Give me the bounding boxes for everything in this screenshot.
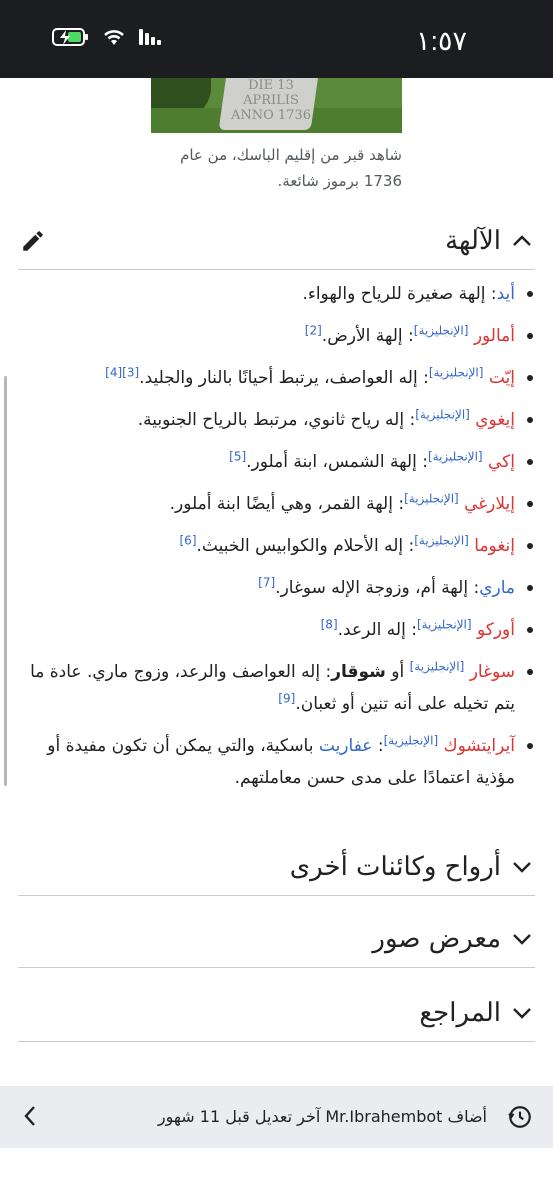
section-spirits-header[interactable] xyxy=(18,838,535,896)
deity-link[interactable]: ماري xyxy=(479,578,515,598)
gravestone-image[interactable] xyxy=(151,78,402,133)
list-item xyxy=(22,446,535,478)
deity-desc: : إله الأحلام والكوابيس الخبيث. xyxy=(196,536,415,556)
list-item xyxy=(22,404,535,436)
interlanguage-link[interactable]: [الإنجليزية] xyxy=(404,491,459,506)
deity-link[interactable]: سوغار xyxy=(469,662,515,682)
list-item xyxy=(22,730,535,794)
deity-link[interactable]: إيّت xyxy=(488,368,515,388)
interlanguage-link[interactable]: [الإنجليزية] xyxy=(383,733,439,748)
section-deities-header[interactable] xyxy=(18,212,535,270)
deity-desc: : إلهة الأرض. xyxy=(321,326,414,346)
battery-charging-icon xyxy=(52,26,90,52)
deity-desc: باسكية، والتي يمكن أن تكون مفيدة أو مؤذية اعتمادًا على مدى حسن معاملتهم. xyxy=(47,736,515,788)
signal-icon xyxy=(138,27,162,51)
status-icons xyxy=(52,26,162,52)
image-caption: شاهد قبر من إقليم الباسك، من عام 1736 برموز شائعة. xyxy=(180,146,402,190)
deity-link[interactable]: أمالور xyxy=(473,326,515,346)
deity-desc: : إله العواصف والرعد، وزوج ماري. عادة ما يتم تخيله على أنه تنين أو ثعبان. xyxy=(30,662,515,714)
wifi-icon xyxy=(102,27,126,51)
chevron-down-icon xyxy=(509,1001,535,1025)
deity-link[interactable]: إيغوي xyxy=(475,410,515,430)
reference-link[interactable]: [3][4] xyxy=(105,365,140,380)
deity-desc: : إلهة الشمس، ابنة أملور. xyxy=(246,452,428,472)
reference-link[interactable]: [5] xyxy=(229,449,247,464)
list-item xyxy=(22,656,535,720)
interlanguage-link[interactable]: [الإنجليزية] xyxy=(428,365,484,380)
interlanguage-link[interactable]: [الإنجليزية] xyxy=(413,323,469,338)
deity-desc: : إله العواصف، يرتبط أحيانًا بالنار والجليد. xyxy=(139,368,429,388)
section-title: الآلهة xyxy=(445,225,501,256)
chevron-down-icon xyxy=(509,855,535,879)
deity-link[interactable]: إيلارغي xyxy=(464,494,515,514)
stone-inscription: DIE 13 APRILIS ANNO 1736 xyxy=(230,78,311,123)
deities-list xyxy=(22,278,535,804)
section-references-header[interactable] xyxy=(18,984,535,1042)
status-time: ١:٥٧ xyxy=(415,26,467,56)
deity-link[interactable]: إنغوما xyxy=(474,536,515,556)
status-bar xyxy=(0,0,553,78)
deity-alt-name: شوقار xyxy=(331,662,386,682)
reference-link[interactable]: [9] xyxy=(278,691,296,706)
section-title: أرواح وكائنات أخرى xyxy=(289,851,501,882)
history-icon xyxy=(507,1104,533,1134)
edit-pencil-icon[interactable] xyxy=(20,228,46,258)
deity-desc: : إله رياح ثانوي، مرتبط بالرياح الجنوبية. xyxy=(137,410,416,430)
deity-pre: أو xyxy=(385,662,410,682)
reference-link[interactable]: [6] xyxy=(179,533,197,548)
list-item xyxy=(22,572,535,604)
last-edited-text: أضاف Mr.Ibrahembot آخر تعديل قبل 11 شهور xyxy=(157,1107,487,1126)
list-item xyxy=(22,362,535,394)
deity-pre: : xyxy=(372,736,384,756)
scrollbar[interactable] xyxy=(4,376,7,786)
section-title: معرض صور xyxy=(372,923,501,954)
interlanguage-link[interactable]: [الإنجليزية] xyxy=(427,449,483,464)
interlanguage-link[interactable]: [الإنجليزية] xyxy=(415,407,470,422)
interlanguage-link[interactable]: [الإنجليزية] xyxy=(409,659,465,674)
deity-desc: : إله الرعد. xyxy=(337,620,417,640)
chevron-down-icon xyxy=(509,927,535,951)
section-gallery-header[interactable] xyxy=(18,910,535,968)
deity-link[interactable]: أوركو xyxy=(476,620,515,640)
reference-link[interactable]: [7] xyxy=(258,575,276,590)
interlanguage-link[interactable]: [الإنجليزية] xyxy=(414,533,469,548)
list-item xyxy=(22,614,535,646)
list-item xyxy=(22,488,535,520)
deity-link[interactable]: إكي xyxy=(488,452,515,472)
last-edited-bar[interactable] xyxy=(0,1086,553,1148)
section-title: المراجع xyxy=(419,997,501,1028)
reference-link[interactable]: [2] xyxy=(304,323,322,338)
chevron-left-icon xyxy=(20,1104,40,1132)
deity-desc: : إلهة صغيرة للرياح والهواء. xyxy=(302,284,497,304)
spirits-link[interactable]: عفاريت xyxy=(318,736,373,756)
list-item xyxy=(22,320,535,352)
reference-link[interactable]: [8] xyxy=(320,617,338,632)
interlanguage-link[interactable]: [الإنجليزية] xyxy=(416,617,472,632)
deity-link[interactable]: آيرايتشوك xyxy=(443,736,515,756)
list-item xyxy=(22,530,535,562)
deity-desc: : إلهة أم، وزوجة الإله سوغار. xyxy=(275,578,480,598)
chevron-up-icon xyxy=(509,229,535,253)
list-item xyxy=(22,278,535,310)
deity-link[interactable]: أيد xyxy=(496,284,515,304)
deity-desc: : إلهة القمر، وهي أيضًا ابنة أملور. xyxy=(169,494,405,514)
